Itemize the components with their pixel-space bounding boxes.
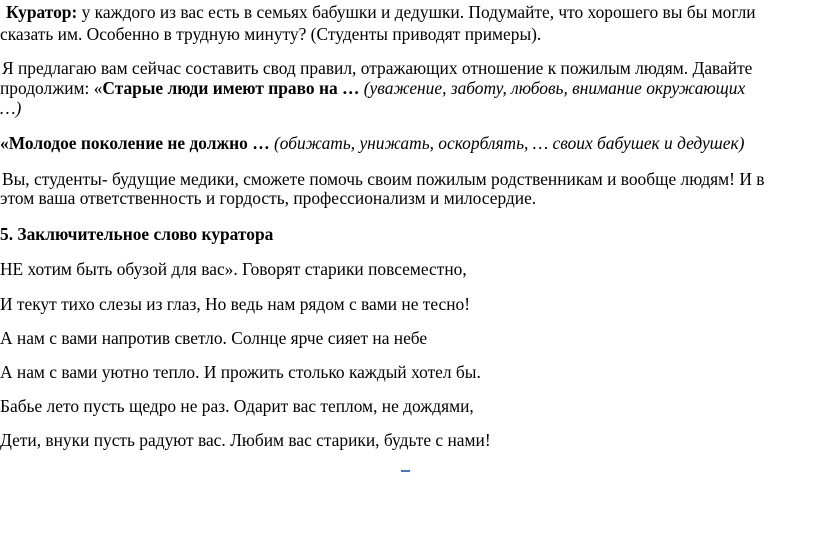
duties-heading: «Молодое поколение не должно … [0, 133, 274, 153]
poem-line-2: И текут тихо слезы из глаз, Но ведь нам рядом с вами не тесно! [0, 294, 471, 314]
paragraph-2-intro: продолжим: « [0, 78, 103, 98]
paragraph-2-line-1: Я предлагаю вам сейчас составить свод правил, отражающих отношение к пожилым людям. Давайте [2, 58, 753, 78]
section-title: 5. Заключительное слово куратора [0, 224, 274, 244]
paragraph-4-line-2: этом ваша ответственность и гордость, профессионализм и милосердие. [0, 188, 537, 208]
paragraph-1-text-1: у каждого из вас есть в семьях бабушки и дедушки. Подумайте, что хорошего вы бы могли [77, 2, 756, 22]
duties-list: (обижать, унижать, оскорблять, … своих бабушек и дедушек) [273, 133, 745, 153]
curator-label: Куратор: [6, 2, 78, 22]
poem-line-5: Бабье лето пусть щедро не раз. Одарит вас теплом, не дождями, [0, 396, 474, 416]
poem-line-1: НЕ хотим быть обузой для вас». Говорят старики повсеместно, [0, 259, 467, 279]
paragraph-3-line-1 [0, 133, 744, 153]
poem-line-4: А нам с вами уютно тепло. И прожить столько каждый хотел бы. [0, 362, 481, 382]
poem-line-3: А нам с вами напротив светло. Солнце ярче сияет на небе [0, 328, 428, 348]
blue-dash-marker [401, 470, 410, 472]
paragraph-4-line-1: Вы, студенты- будущие медики, сможете помочь своим пожилым родственникам и вообще людям! И в [2, 169, 765, 189]
paragraph-2-line-3: …) [0, 98, 22, 118]
paragraph-1-line-1 [6, 2, 756, 22]
rights-heading: Старые люди имеют право на … [102, 78, 364, 98]
rights-list: (уважение, заботу, любовь, внимание окружающих [363, 78, 746, 98]
poem-line-6: Дети, внуки пусть радуют вас. Любим вас старики, будьте с нами! [0, 430, 491, 450]
paragraph-1-line-2: сказать им. Особенно в трудную минуту? (Студенты приводят примеры). [0, 24, 542, 44]
paragraph-2-line-2 [0, 78, 745, 98]
